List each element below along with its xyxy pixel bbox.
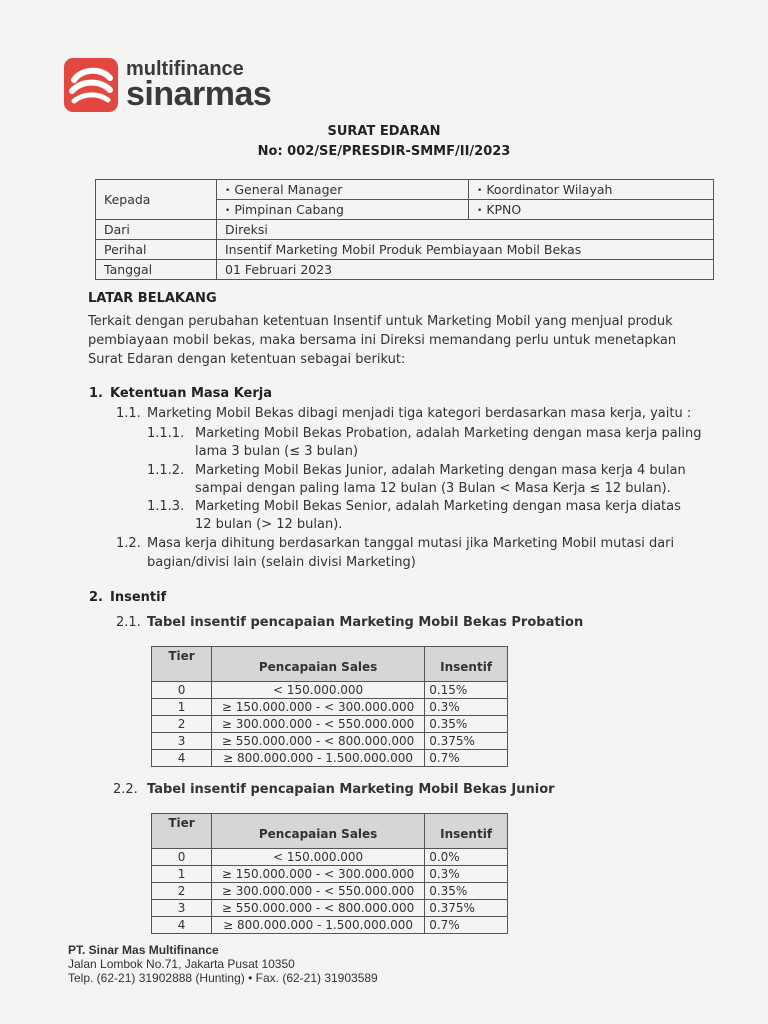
cell-insentif: 0.35% bbox=[425, 883, 508, 900]
cell-sales: ≥ 300.000.000 - < 550.000.000 bbox=[212, 716, 425, 733]
cell-tier: 1 bbox=[152, 866, 212, 883]
cell-tier: 3 bbox=[152, 733, 212, 750]
section2-heading: Insentif bbox=[110, 590, 167, 605]
tanggal-label: Tanggal bbox=[96, 260, 217, 280]
table-row bbox=[152, 849, 508, 866]
table-row bbox=[152, 699, 508, 716]
item-1-1-number: 1.1. bbox=[116, 406, 141, 421]
item-2-2-number: 2.2. bbox=[113, 782, 138, 797]
cell-tier: 2 bbox=[152, 716, 212, 733]
col-insentif-header: Insentif bbox=[425, 647, 508, 682]
section1-number: 1. bbox=[89, 386, 103, 401]
item-1-1-2-line: Marketing Mobil Bekas Junior, adalah Marketing dengan masa kerja 4 bulan bbox=[195, 463, 686, 478]
bullet-icon: • bbox=[225, 185, 231, 196]
cell-sales: ≥ 300.000.000 - < 550.000.000 bbox=[212, 883, 425, 900]
latar-line: pembiayaan mobil bekas, maka bersama ini Direksi memandang perlu untuk menetapkan bbox=[88, 333, 677, 348]
dari-label: Dari bbox=[96, 220, 217, 240]
recipient: Pimpinan Cabang bbox=[234, 202, 344, 217]
cell-tier: 0 bbox=[152, 849, 212, 866]
cell-insentif: 0.375% bbox=[425, 900, 508, 917]
item-1-1-2-number: 1.1.2. bbox=[147, 463, 185, 478]
document-number: No: 002/SE/PRESDIR-SMMF/II/2023 bbox=[257, 144, 511, 159]
cell-sales: ≥ 150.000.000 - < 300.000.000 bbox=[212, 866, 425, 883]
item-1-2-line: Masa kerja dihitung berdasarkan tanggal mutasi jika Marketing Mobil mutasi dari bbox=[147, 536, 675, 551]
table-row bbox=[152, 917, 508, 934]
cell-sales: < 150.000.000 bbox=[212, 682, 425, 699]
table-row bbox=[152, 716, 508, 733]
recipient-cell bbox=[217, 200, 469, 220]
sinarmas-logo-icon bbox=[64, 58, 118, 112]
item-1-1-1-line: Marketing Mobil Bekas Probation, adalah Marketing dengan masa kerja paling bbox=[195, 426, 702, 441]
probation-table-title: Tabel insentif pencapaian Marketing Mobil Bekas Probation bbox=[147, 615, 584, 630]
cell-insentif: 0.375% bbox=[425, 733, 508, 750]
footer-phone: Telp. (62-21) 31902888 (Hunting) • Fax. (62-21) 31903589 bbox=[68, 971, 378, 985]
recipient: KPNO bbox=[486, 202, 522, 217]
cell-sales: ≥ 150.000.000 - < 300.000.000 bbox=[212, 699, 425, 716]
cell-insentif: 0.3% bbox=[425, 866, 508, 883]
item-1-1-2-line: sampai dengan paling lama 12 bulan (3 Bulan < Masa Kerja ≤ 12 bulan). bbox=[195, 481, 671, 496]
probation-table bbox=[151, 646, 508, 767]
cell-sales: ≥ 800.000.000 - 1.500.000.000 bbox=[212, 750, 425, 767]
item-1-1-1-number: 1.1.1. bbox=[147, 426, 185, 441]
cell-tier: 4 bbox=[152, 917, 212, 934]
footer-company: PT. Sinar Mas Multifinance bbox=[68, 943, 219, 957]
bullet-icon: • bbox=[477, 205, 483, 216]
company-logo bbox=[64, 58, 271, 112]
item-2-1-number: 2.1. bbox=[116, 615, 141, 630]
recipient: General Manager bbox=[234, 182, 343, 197]
item-1-1-3-line: 12 bulan (> 12 bulan). bbox=[195, 517, 343, 532]
table-row bbox=[152, 866, 508, 883]
tanggal-value: 01 Februari 2023 bbox=[217, 260, 714, 280]
cell-tier: 4 bbox=[152, 750, 212, 767]
col-sales-header: Pencapaian Sales bbox=[212, 647, 425, 682]
section1-heading: Ketentuan Masa Kerja bbox=[110, 386, 273, 401]
item-1-1-3-number: 1.1.3. bbox=[147, 499, 185, 514]
junior-table bbox=[151, 813, 508, 934]
col-insentif-header: Insentif bbox=[425, 814, 508, 849]
junior-table-title: Tabel insentif pencapaian Marketing Mobil Bekas Junior bbox=[147, 782, 555, 797]
cell-tier: 0 bbox=[152, 682, 212, 699]
dari-value: Direksi bbox=[217, 220, 714, 240]
col-tier-header: Tier bbox=[152, 814, 212, 849]
footer-address: Jalan Lombok No.71, Jakarta Pusat 10350 bbox=[68, 957, 295, 971]
item-1-2-number: 1.2. bbox=[116, 536, 141, 551]
logo-line2: sinarmas bbox=[126, 75, 272, 113]
latar-line: Surat Edaran dengan ketentuan sebagai berikut: bbox=[88, 352, 406, 367]
bullet-icon: • bbox=[225, 205, 231, 216]
latar-heading: LATAR BELAKANG bbox=[88, 291, 217, 306]
perihal-label: Perihal bbox=[96, 240, 217, 260]
item-1-1-1-line: lama 3 bulan (≤ 3 bulan) bbox=[195, 444, 359, 459]
col-tier-header: Tier bbox=[152, 647, 212, 682]
recipient-cell bbox=[217, 180, 469, 200]
cell-insentif: 0.35% bbox=[425, 716, 508, 733]
cell-insentif: 0.7% bbox=[425, 750, 508, 767]
footer bbox=[68, 943, 378, 985]
section2-number: 2. bbox=[89, 590, 103, 605]
item-1-2-line: bagian/divisi lain (selain divisi Marketing) bbox=[147, 555, 416, 570]
table-row bbox=[152, 750, 508, 767]
perihal-value: Insentif Marketing Mobil Produk Pembiayaan Mobil Bekas bbox=[217, 240, 714, 260]
recipient: Koordinator Wilayah bbox=[486, 182, 613, 197]
document-title: SURAT EDARAN bbox=[327, 124, 441, 139]
cell-sales: ≥ 550.000.000 - < 800.000.000 bbox=[212, 733, 425, 750]
cell-tier: 2 bbox=[152, 883, 212, 900]
latar-paragraph bbox=[88, 312, 688, 369]
table-row bbox=[152, 733, 508, 750]
table-row bbox=[152, 682, 508, 699]
cell-sales: < 150.000.000 bbox=[212, 849, 425, 866]
latar-line: Terkait dengan perubahan ketentuan Insentif untuk Marketing Mobil yang menjual produk bbox=[88, 314, 673, 329]
recipient-cell bbox=[469, 180, 714, 200]
table-row bbox=[152, 883, 508, 900]
cell-insentif: 0.7% bbox=[425, 917, 508, 934]
item-1-1-text: Marketing Mobil Bekas dibagi menjadi tiga kategori berdasarkan masa kerja, yaitu : bbox=[147, 406, 692, 421]
recipient-cell bbox=[469, 200, 714, 220]
table-row bbox=[152, 900, 508, 917]
cell-insentif: 0.15% bbox=[425, 682, 508, 699]
logo-line1: multifinance bbox=[126, 58, 244, 80]
cell-tier: 1 bbox=[152, 699, 212, 716]
cell-insentif: 0.0% bbox=[425, 849, 508, 866]
bullet-icon: • bbox=[477, 185, 483, 196]
item-1-1-3-line: Marketing Mobil Bekas Senior, adalah Marketing dengan masa kerja diatas bbox=[195, 499, 681, 514]
header-table bbox=[95, 179, 714, 280]
kepada-label: Kepada bbox=[96, 180, 217, 220]
cell-sales: ≥ 800.000.000 - 1.500.000.000 bbox=[212, 917, 425, 934]
col-sales-header: Pencapaian Sales bbox=[212, 814, 425, 849]
cell-tier: 3 bbox=[152, 900, 212, 917]
cell-sales: ≥ 550.000.000 - < 800.000.000 bbox=[212, 900, 425, 917]
cell-insentif: 0.3% bbox=[425, 699, 508, 716]
